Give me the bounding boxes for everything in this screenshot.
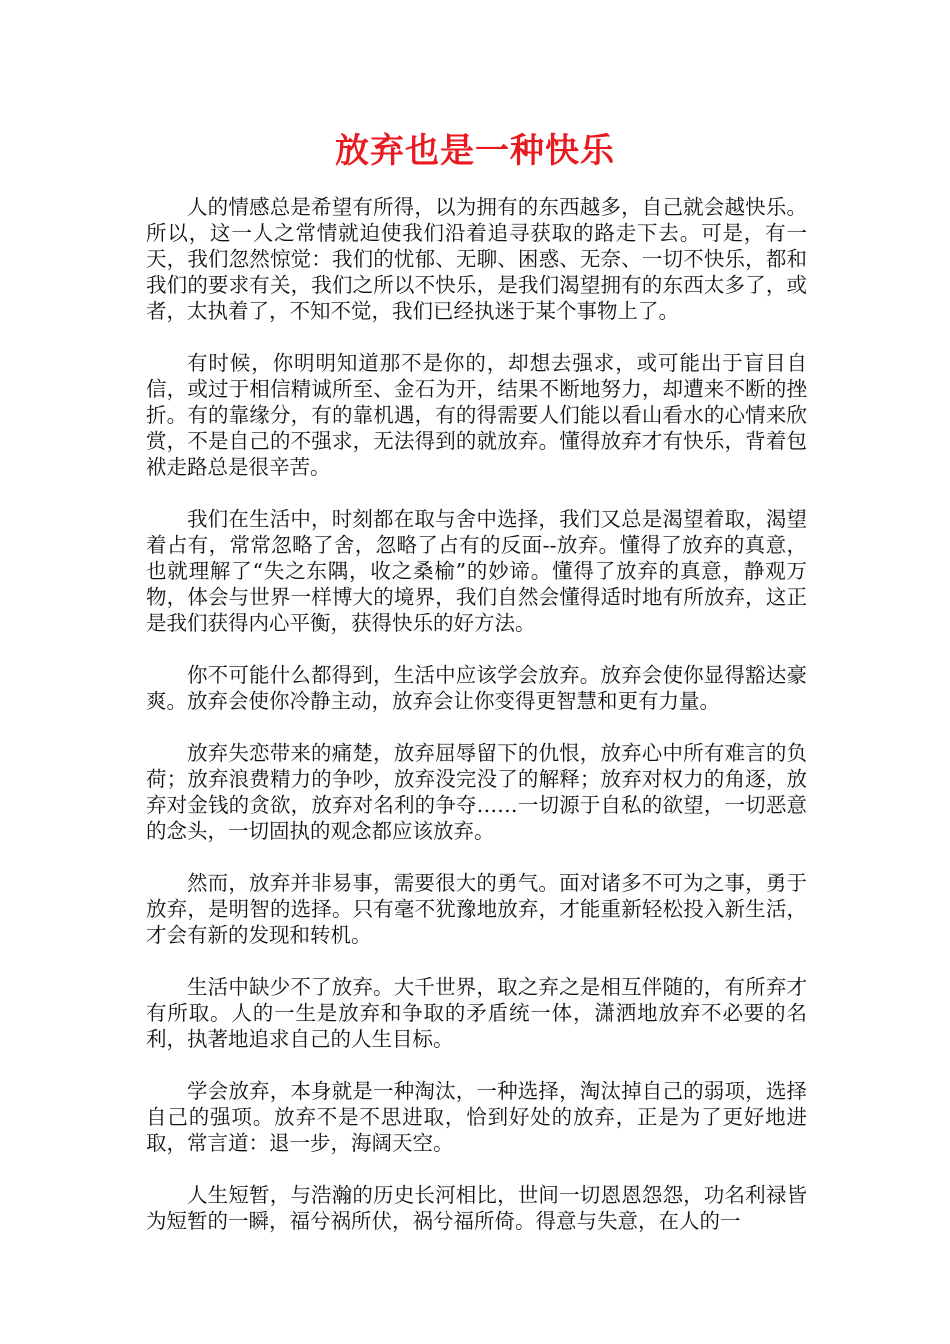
paragraph-6: 然而，放弃并非易事，需要很大的勇气。面对诸多不可为之事，勇于放弃，是明智的选择。只有毫不犹豫地放弃，才能重新轻松投入新生活，才会有新的发现和转机。 [146, 871, 807, 947]
document-body [146, 194, 807, 1260]
paragraph-1: 人的情感总是希望有所得，以为拥有的东西越多，自己就会越快乐。所以，这一人之常情就迫使我们沿着追寻获取的路走下去。可是，有一天，我们忽然惊觉：我们的忧郁、无聊、困惑、无奈、一切不快乐，都和我们的要求有关，我们之所以不快乐，是我们渴望拥有的东西太多了，或者，太执着了，不知不觉，我们已经执迷于某个事物上了。 [146, 195, 807, 323]
paragraph-9: 人生短暂，与浩瀚的历史长河相比，世间一切恩恩怨怨，功名利禄皆为短暂的一瞬，福兮祸所伏，祸兮福所倚。得意与失意，在人的一 [146, 1183, 807, 1233]
paragraph-7: 生活中缺少不了放弃。大千世界，取之弃之是相互伴随的，有所弃才有所取。人的一生是放弃和争取的矛盾统一体，潇洒地放弃不必要的名利，执著地追求自己的人生目标。 [146, 975, 807, 1051]
document-title: 放弃也是一种快乐 [335, 131, 615, 171]
paragraph-2: 有时候，你明明知道那不是你的，却想去强求，或可能出于盲目自信，或过于相信精诚所至、金石为开，结果不断地努力，却遭来不断的挫折。有的靠缘分，有的靠机遇，有的得需要人们能以看山看水的心情来欣赏，不是自己的不强求，无法得到的就放弃。懂得放弃才有快乐，背着包袱走路总是很辛苦。 [146, 351, 807, 479]
paragraph-8: 学会放弃，本身就是一种淘汰，一种选择，淘汰掉自己的弱项，选择自己的强项。放弃不是不思进取，恰到好处的放弃，正是为了更好地进取，常言道：退一步，海阔天空。 [146, 1079, 807, 1155]
paragraph-4: 你不可能什么都得到，生活中应该学会放弃。放弃会使你显得豁达豪爽。放弃会使你冷静主动，放弃会让你变得更智慧和更有力量。 [146, 663, 807, 713]
paragraph-5: 放弃失恋带来的痛楚，放弃屈辱留下的仇恨，放弃心中所有难言的负荷；放弃浪费精力的争吵，放弃没完没了的解释；放弃对权力的角逐，放弃对金钱的贪欲，放弃对名利的争夺……一切源于自私的欲望，一切恶意的念头，一切固执的观念都应该放弃。 [146, 741, 807, 843]
paragraph-3: 我们在生活中，时刻都在取与舍中选择，我们又总是渴望着取，渴望着占有，常常忽略了舍，忽略了占有的反面--放弃。懂得了放弃的真意，也就理解了“失之东隅，收之桑榆”的妙谛。懂得了放弃的真意，静观万物，体会与世界一样博大的境界，我们自然会懂得适时地有所放弃，这正是我们获得内心平衡，获得快乐的好方法。 [146, 507, 807, 635]
